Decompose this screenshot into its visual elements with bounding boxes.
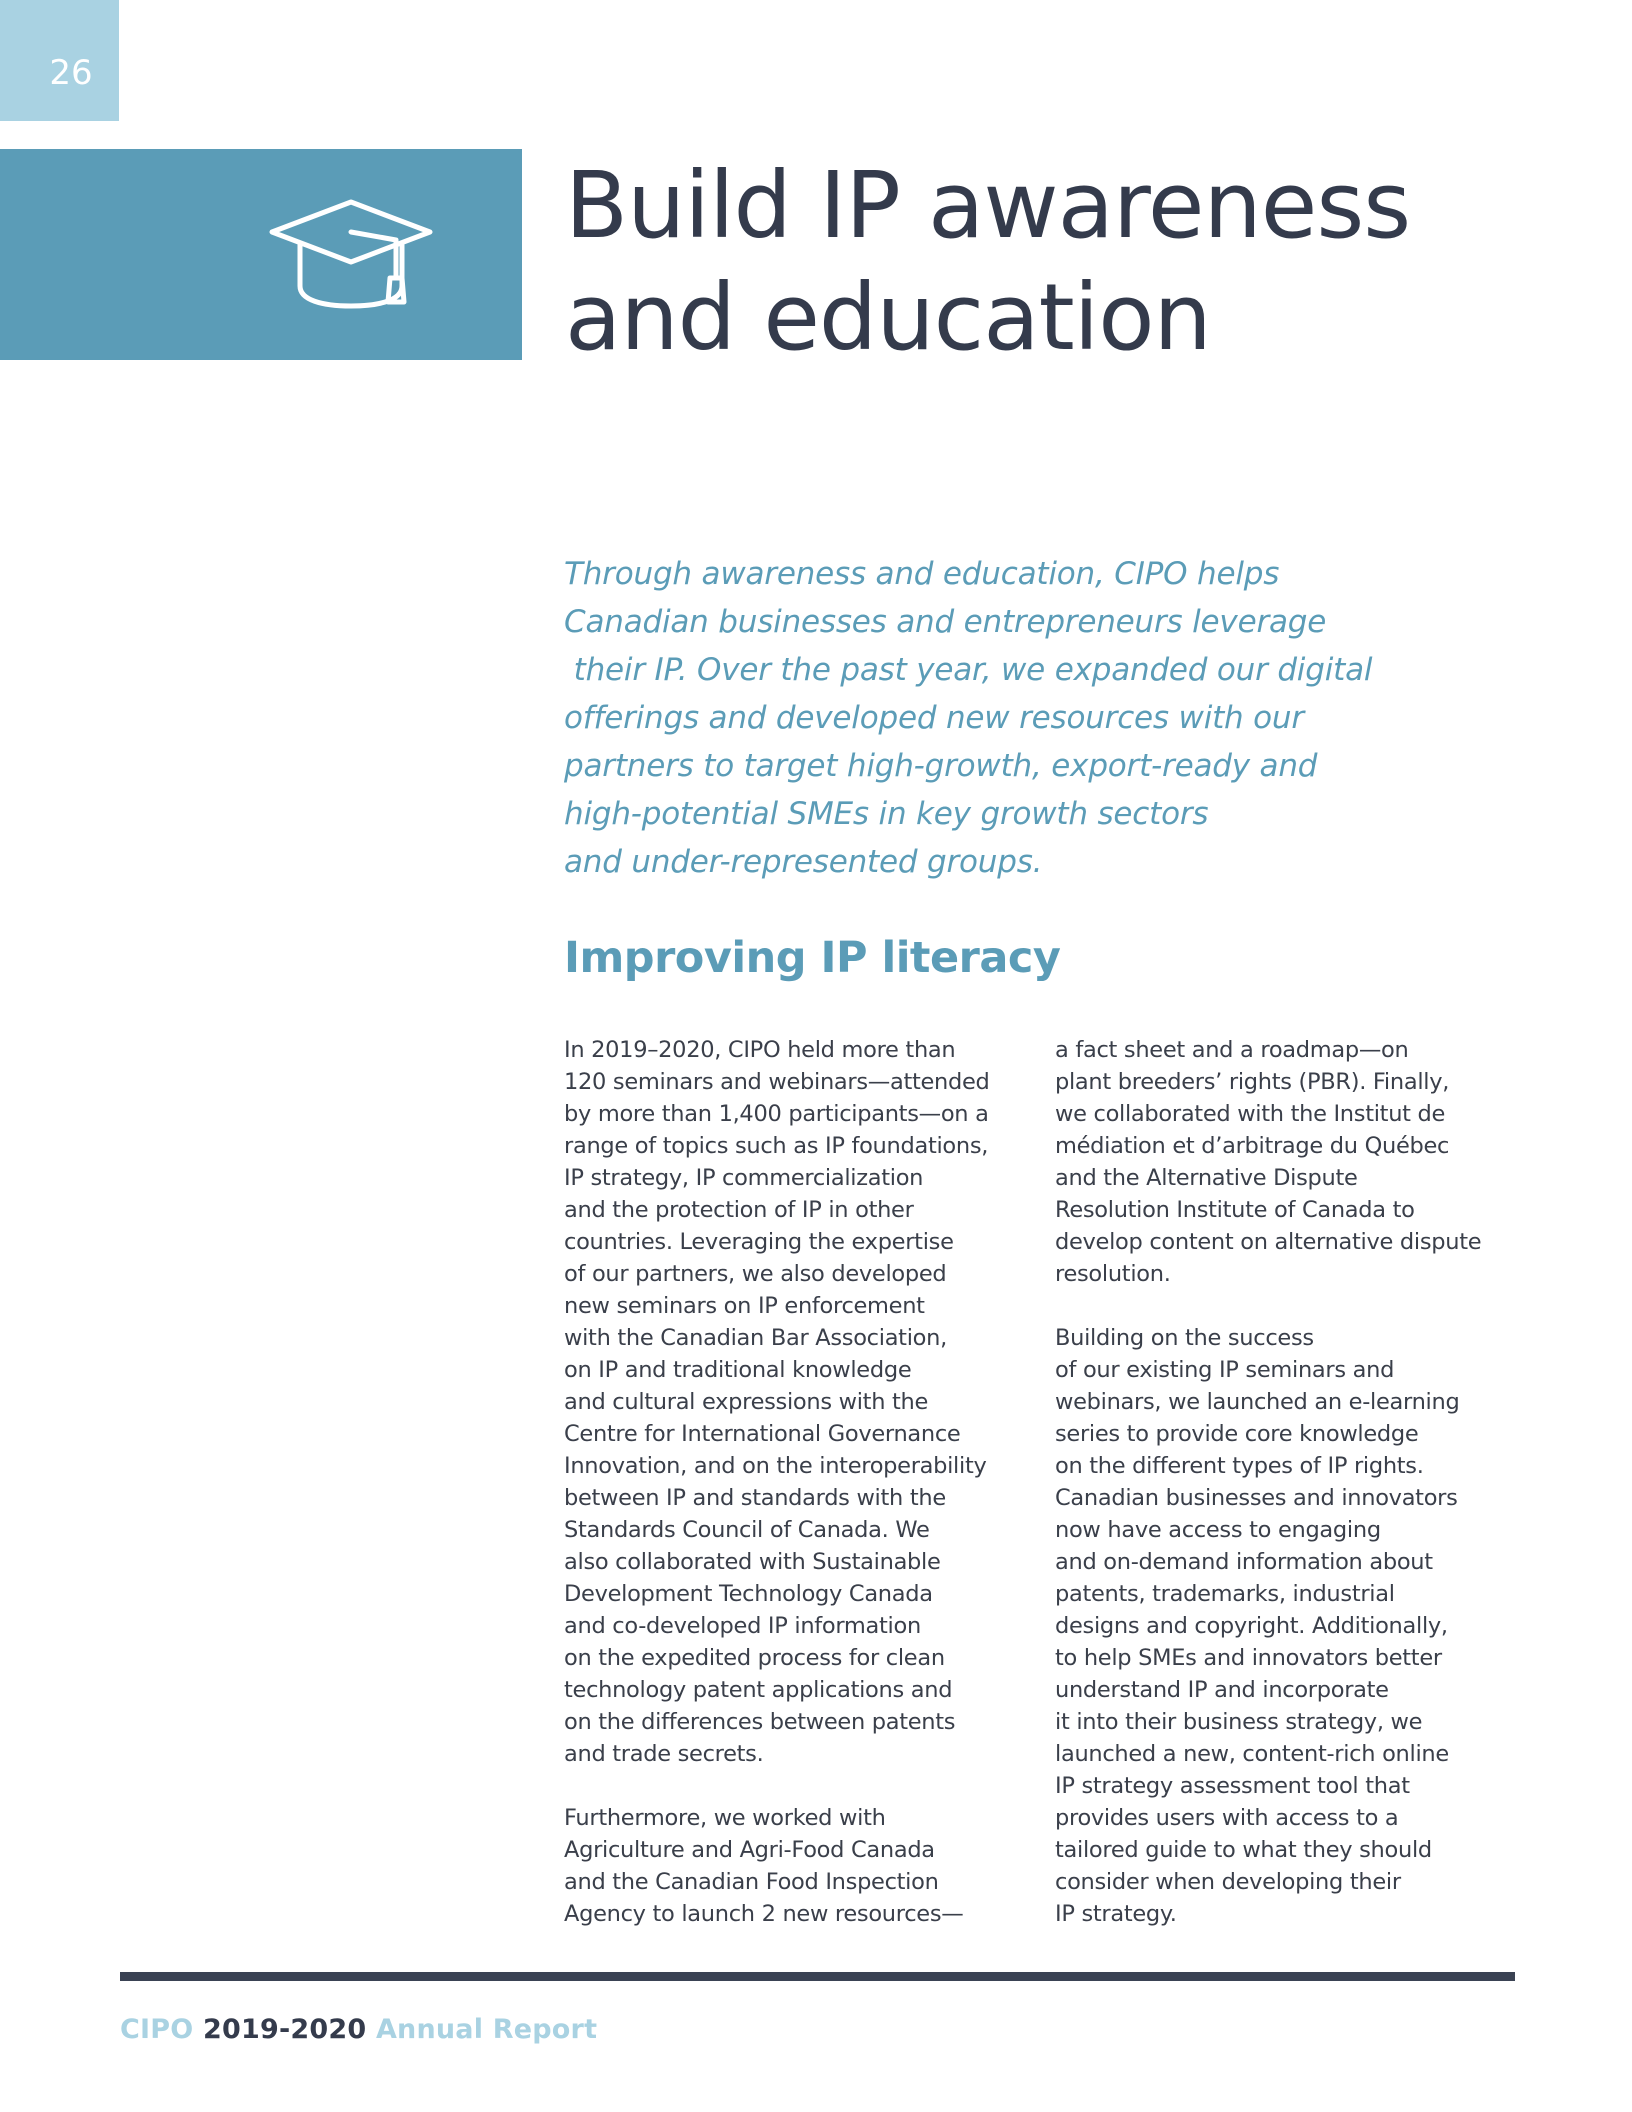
right-column: [1055, 1034, 1565, 1930]
text-line: by more than 1,400 participants—on a: [564, 1101, 989, 1127]
text-line: IP strategy, IP commercialization: [564, 1165, 924, 1191]
text-line: understand IP and incorporate: [1055, 1677, 1389, 1703]
text-line: and the Canadian Food Inspection: [564, 1869, 939, 1895]
text-line: Innovation, and on the interoperability: [564, 1453, 987, 1479]
text-line: with the Canadian Bar Association,: [564, 1325, 947, 1351]
footer-divider: [120, 1972, 1515, 1981]
text-line: Standards Council of Canada. We: [564, 1517, 930, 1543]
text-line: plant breeders’ rights (PBR). Finally,: [1055, 1069, 1450, 1095]
section-banner: [0, 149, 522, 360]
text-line: and the Alternative Dispute: [1055, 1165, 1358, 1191]
intro-line: and under-represented groups.: [564, 844, 1043, 880]
intro-line: high-potential SMEs in key growth sectors: [564, 796, 1209, 832]
intro-line: offerings and developed new resources with our: [564, 700, 1304, 736]
text-line: IP strategy.: [1055, 1901, 1177, 1927]
text-line: to help SMEs and innovators better: [1055, 1645, 1442, 1671]
text-line: tailored guide to what they should: [1055, 1837, 1432, 1863]
left-paragraph-1: [564, 1034, 1034, 1770]
intro-line: Through awareness and education, CIPO helps: [564, 556, 1280, 592]
left-paragraph-2: [564, 1802, 1034, 1930]
section-heading: Improving IP literacy: [564, 933, 1061, 983]
text-line: develop content on alternative dispute: [1055, 1229, 1482, 1255]
text-line: Canadian businesses and innovators: [1055, 1485, 1458, 1511]
text-line: and trade secrets.: [564, 1741, 764, 1767]
text-line: Agriculture and Agri-Food Canada: [564, 1837, 935, 1863]
text-line: range of topics such as IP foundations,: [564, 1133, 989, 1159]
text-line: of our partners, we also developed: [564, 1261, 947, 1287]
intro-paragraph: [564, 550, 1444, 886]
text-line: webinars, we launched an e-learning: [1055, 1389, 1460, 1415]
text-line: countries. Leveraging the expertise: [564, 1229, 954, 1255]
text-line: technology patent applications and: [564, 1677, 953, 1703]
text-line: it into their business strategy, we: [1055, 1709, 1423, 1735]
text-line: and co-developed IP information: [564, 1613, 921, 1639]
footer-label: Annual Report: [375, 2014, 598, 2045]
text-line: Development Technology Canada: [564, 1581, 933, 1607]
page-title-line-1: Build IP awareness: [565, 152, 1411, 259]
footer: [120, 2012, 597, 2048]
text-line: médiation et d’arbitrage du Québec: [1055, 1133, 1450, 1159]
text-line: launched a new, content-rich online: [1055, 1741, 1449, 1767]
text-line: between IP and standards with the: [564, 1485, 946, 1511]
intro-line: Canadian businesses and entrepreneurs leverage: [564, 604, 1327, 640]
text-line: Centre for International Governance: [564, 1421, 961, 1447]
text-line: 120 seminars and webinars—attended: [564, 1069, 990, 1095]
left-column: [564, 1034, 1034, 1930]
intro-line: their IP. Over the past year, we expanded our digital: [564, 652, 1373, 688]
text-line: series to provide core knowledge: [1055, 1421, 1419, 1447]
page-number: 26: [49, 53, 93, 93]
text-line: on the different types of IP rights.: [1055, 1453, 1424, 1479]
text-line: Agency to launch 2 new resources—: [564, 1901, 964, 1927]
right-paragraph-2: [1055, 1322, 1565, 1930]
text-line: patents, trademarks, industrial: [1055, 1581, 1395, 1607]
intro-line: partners to target high-growth, export-ready and: [564, 748, 1318, 784]
text-line: a fact sheet and a roadmap—on: [1055, 1037, 1409, 1063]
text-line: now have access to engaging: [1055, 1517, 1381, 1543]
page-title: [565, 150, 1410, 374]
page-title-line-2: and education: [565, 264, 1211, 371]
text-line: and the protection of IP in other: [564, 1197, 914, 1223]
text-line: Building on the success: [1055, 1325, 1314, 1351]
text-line: also collaborated with Sustainable: [564, 1549, 941, 1575]
paragraph-gap: [564, 1770, 1034, 1802]
text-line: provides users with access to a: [1055, 1805, 1399, 1831]
text-line: on the differences between patents: [564, 1709, 956, 1735]
text-line: and on-demand information about: [1055, 1549, 1433, 1575]
text-line: Furthermore, we worked with: [564, 1805, 886, 1831]
text-line: on IP and traditional knowledge: [564, 1357, 912, 1383]
footer-org: CIPO: [120, 2014, 194, 2045]
text-line: consider when developing their: [1055, 1869, 1401, 1895]
graduation-cap-icon: [266, 196, 436, 316]
text-line: we collaborated with the Institut de: [1055, 1101, 1446, 1127]
text-line: In 2019–2020, CIPO held more than: [564, 1037, 956, 1063]
text-line: new seminars on IP enforcement: [564, 1293, 925, 1319]
right-paragraph-1: [1055, 1034, 1565, 1290]
text-line: Resolution Institute of Canada to: [1055, 1197, 1415, 1223]
text-line: resolution.: [1055, 1261, 1171, 1287]
footer-years: 2019-2020: [203, 2014, 367, 2045]
text-line: on the expedited process for clean: [564, 1645, 945, 1671]
text-line: of our existing IP seminars and: [1055, 1357, 1395, 1383]
text-line: designs and copyright. Additionally,: [1055, 1613, 1448, 1639]
text-line: IP strategy assessment tool that: [1055, 1773, 1410, 1799]
text-line: and cultural expressions with the: [564, 1389, 929, 1415]
paragraph-gap: [1055, 1290, 1565, 1322]
